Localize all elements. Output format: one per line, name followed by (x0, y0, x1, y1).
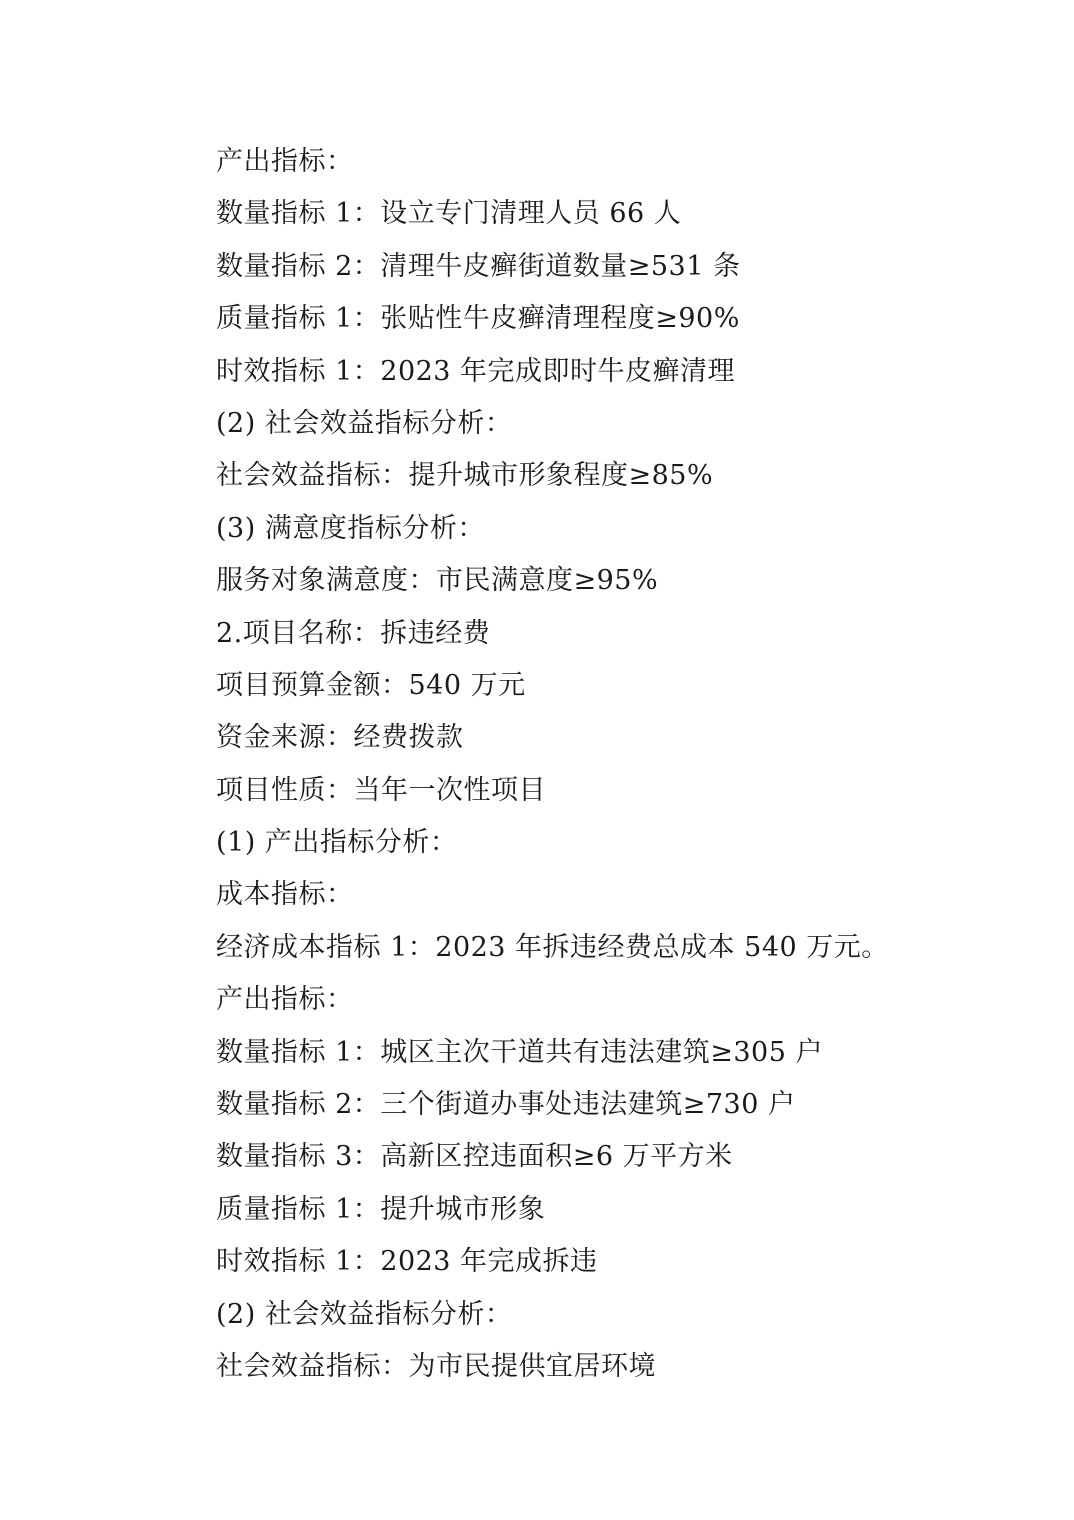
text-line: 时效指标 1：2023 年完成即时牛皮癣清理 (216, 355, 736, 387)
text-line: 社会效益指标：提升城市形象程度≥85% (216, 460, 714, 492)
text-line: 数量指标 1：设立专门清理人员 66 人 (216, 198, 682, 230)
text-line: 数量指标 2：清理牛皮癣街道数量≥531 条 (216, 250, 741, 282)
text-line: 数量指标 2：三个街道办事处违法建筑≥730 户 (216, 1089, 796, 1121)
document-body (216, 136, 976, 1393)
text-line: 经济成本指标 1：2023 年拆违经费总成本 540 万元。 (216, 931, 889, 963)
text-line: 服务对象满意度：市民满意度≥95% (216, 565, 659, 597)
text-line: 数量指标 1：城区主次干道共有违法建筑≥305 户 (216, 1036, 824, 1068)
text-line: 数量指标 3：高新区控违面积≥6 万平方米 (216, 1141, 733, 1173)
text-line: 社会效益指标：为市民提供宜居环境 (216, 1350, 656, 1382)
text-line: 产出指标： (216, 146, 354, 177)
text-line: 时效指标 1：2023 年完成拆违 (216, 1246, 598, 1278)
text-line: 资金来源：经费拨款 (216, 722, 464, 754)
text-line: 项目预算金额：540 万元 (216, 669, 526, 701)
section-heading: (2) 社会效益指标分析： (216, 1298, 513, 1330)
text-line: 产出指标： (216, 984, 354, 1016)
text-line: 质量指标 1：张贴性牛皮癣清理程度≥90% (216, 303, 740, 335)
text-line: 质量指标 1：提升城市形象 (216, 1193, 546, 1225)
project-heading: 2.项目名称：拆违经费 (216, 617, 491, 649)
text-line: 项目性质：当年一次性项目 (216, 774, 546, 806)
section-heading: (1) 产出指标分析： (216, 827, 458, 859)
text-line: 成本指标： (216, 879, 354, 911)
section-heading: (3) 满意度指标分析： (216, 512, 485, 544)
section-heading: (2) 社会效益指标分析： (216, 407, 513, 439)
